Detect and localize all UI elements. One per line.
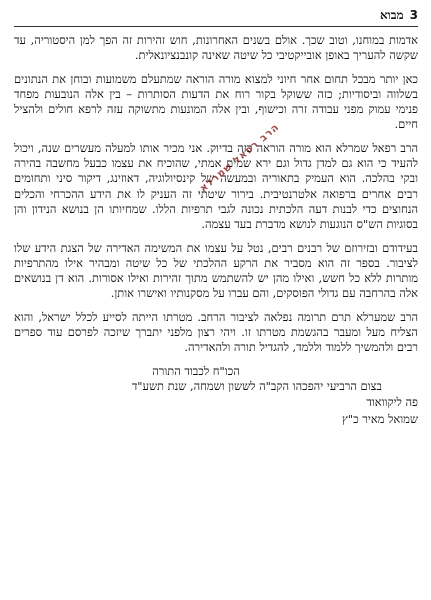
date-line: בצום הרביעי יהפכהו הקב"ה לששון ושמחה, שנת תשע"ד	[131, 379, 382, 394]
paragraph-4: בעידודם ובזירוזם של רבנים רבים, נטל על עצמו את המשימה האדירה של הצגת הידע שלו לציבור. בספר זה הוא מסביר את הרקע ההלכתי של כל שיטה ומבהיר אילו מהתרפיות מותרות ללא כל חשש, ואילו מהן יש להשתמש מתוך זהירות ואילו אסורות. הוא דן בנושאים אלה בהרחבה עם גדולי הפוסקים, והם עברו על מסקנותיו ואישרו אותן.	[14, 240, 418, 301]
paragraph-1: אדמות במוחנו, וטוב שכך. אולם בשנים האחרונות, חוש זהירות זה הפך למן היסטוריה, עד שקשה להעריך באופן אובייקטיבי כל שיטה שאינה קונבנציונאלית.	[14, 33, 418, 63]
closing-line: הכו"ח לכבוד התורה	[152, 363, 240, 378]
running-header	[14, 8, 418, 27]
signature: שמואל מאיר כ"ץ	[341, 412, 418, 427]
place-line: פה ליקוואוד	[366, 395, 418, 410]
paragraph-5: הרב שמערלא תרם תרומה נפלאה לציבור הרחב. מטרתו הייתה לסייע לכלל ישראל, והוא הצליח מעל ומעבר בהגשמת מטרתו זו. ויהי רצון מלפני יתברך שיזכה לפרסם עוד ספרים רבים ולהמשיך ללמוד וללמד, להגדיל תורה ולהאדירה.	[14, 309, 418, 355]
section-title: מבוא	[379, 8, 404, 22]
rubber-stamp: הרב רפאל שמרלא	[198, 121, 282, 195]
paragraph-2: כאן יותר מבכל תחום אחר חיוני למצוא מורה הוראה שמתעלם משמועות ובוחן את הנתונים בשלווה וביסודיות; כזה ששוקל בקור רוח את הדעות הסותרות – בין אלה הנובעות מפחד פנימי עמוק מפני עבודה זרה וכישוף, ובין אלה המונעות מתשוקה עזה לרפא חולים ולהציל חיים.	[14, 71, 418, 132]
document-page	[14, 8, 418, 596]
paragraph-3: הרב רפאל שמרלא הוא מורה הוראה כזה בדיוק. אני מכיר אותו למעלה מעשרים שנה, ויכול להעיד כי הוא גם למדן גדול וגם ירא שמים אמתי, שהוכיח את עצמו כבעל מחשבה בהירה ובקי בהלכה. הוא העמיק בתאוריה ובמעשה של קינסיולוגיה, דאוזינג, דיקור סיני ותחומים רבים אחרים ברפואה אלטרנטיבית. בירור שיטתי זה העניק לו את הידע ההכרחי והכלים הנחוצים כדי לבנות דעה הלכתית נכונה לגבי תרפיות הללו. שמחיותו הן בנושא הנידון והן בסוגיות הש"ס הנוגעות לנושא מדברת בעד עצמה.	[14, 140, 418, 232]
page-number: 3	[409, 8, 418, 22]
